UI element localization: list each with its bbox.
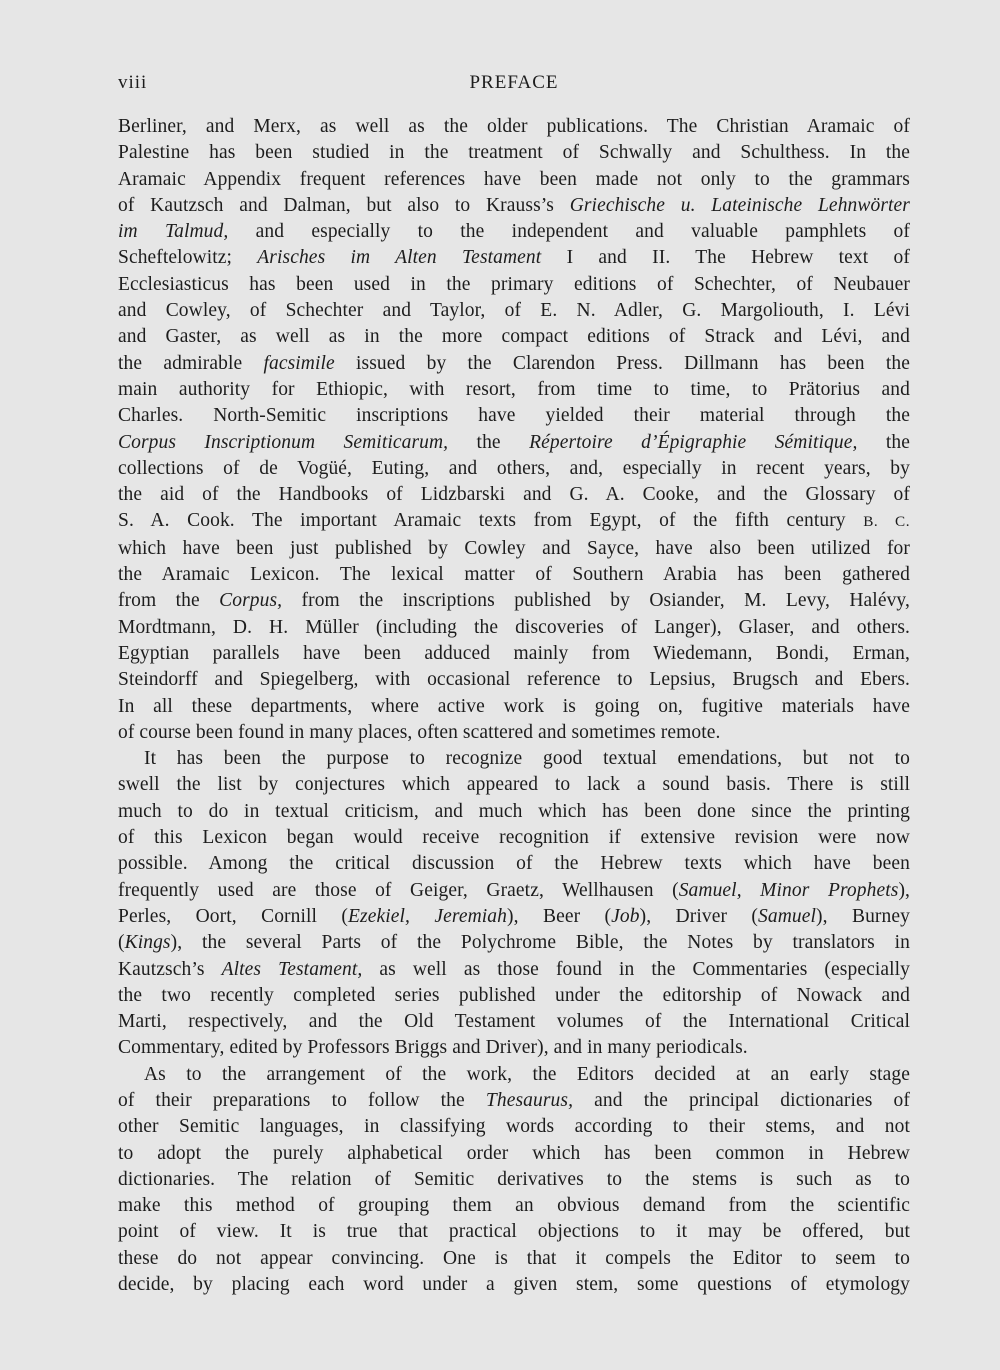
text-line	[118, 904, 910, 930]
text-line	[118, 324, 910, 350]
text-line	[118, 825, 910, 851]
text-line	[118, 245, 910, 271]
text-run: ), Driver (	[639, 905, 759, 927]
text-run: the	[448, 431, 530, 453]
text-run: Ecclesiasticus has been used in the primary editions of Schechter, of Neubauer	[118, 273, 910, 295]
italic-text: Ezekiel, Jeremiah	[348, 905, 508, 927]
text-run: decide, by placing each word under a given stem, some questions of etymology	[118, 1274, 910, 1296]
text-run: frequently used are those of Geiger, Graetz, Wellhausen (	[118, 879, 679, 901]
italic-text: Corpus Inscriptionum Semiticarum,	[118, 431, 449, 453]
italic-text: facsimile	[263, 352, 335, 374]
italic-text: Kings	[124, 932, 171, 954]
text-line	[118, 1141, 910, 1167]
text-line	[118, 772, 910, 798]
text-run: It has been the purpose to recognize good textual emendations, but not to	[144, 748, 910, 770]
text-run: Perles, Oort, Cornill (	[118, 905, 349, 927]
text-run: Berliner, and Merx, as well as the older publications. The Christian Aramaic of	[118, 116, 910, 137]
text-run: Steindorff and Spiegelberg, with occasional reference to Lepsius, Brugsch and Ebers.	[118, 669, 910, 691]
text-run: I and II. The Hebrew text of	[541, 247, 911, 269]
text-line	[118, 588, 910, 614]
text-line	[118, 1167, 910, 1193]
text-run: As to the arrangement of the work, the Editors decided at an early stage	[144, 1063, 910, 1085]
italic-text: im Talmud,	[118, 221, 229, 243]
text-run: swell the list by conjectures which appeared to lack a sound basis. There is still	[118, 774, 910, 796]
italic-text: Arisches im Alten Testament	[257, 247, 542, 269]
text-run: make this method of grouping them an obvious demand from the scientific	[118, 1195, 910, 1217]
text-run: of this Lexicon began would receive recognition if extensive revision were now	[118, 827, 910, 849]
text-run: and Gaster, as well as in the more compact editions of Strack and Lévi, and	[118, 326, 910, 348]
text-run: Charles. North-Semitic inscriptions have yielded their material through the	[118, 405, 910, 427]
italic-text: Altes Testament,	[221, 958, 363, 980]
text-run: the Aramaic Lexicon. The lexical matter of Southern Arabia has been gathered	[118, 564, 910, 586]
text-line	[118, 456, 910, 482]
text-run: from the	[118, 590, 220, 612]
text-line	[118, 219, 910, 245]
text-line	[118, 114, 910, 140]
text-line	[118, 615, 910, 641]
body-text	[118, 114, 910, 1298]
text-line	[118, 298, 910, 324]
text-line	[118, 1114, 910, 1140]
text-line	[118, 272, 910, 298]
text-run: Palestine has been studied in the treatment of Schwally and Schulthess. In the	[118, 142, 910, 164]
text-line	[118, 746, 910, 772]
text-run: ), Beer (	[507, 905, 612, 927]
text-line	[118, 508, 910, 535]
text-line	[118, 403, 910, 429]
text-run: point of view. It is true that practical objections to it may be offered, but	[118, 1221, 910, 1243]
text-line	[118, 641, 910, 667]
text-run: of course been found in many places, often scattered and sometimes remote.	[118, 721, 721, 743]
text-line	[118, 983, 910, 1009]
text-run: ), the several Parts of the Polychrome Bible, the Notes by translators in	[170, 932, 910, 954]
text-line	[118, 562, 910, 588]
text-line	[118, 957, 910, 983]
text-line	[118, 1246, 910, 1272]
text-run: Aramaic Appendix frequent references have been made not only to the grammars	[118, 168, 910, 190]
text-run: Scheftelowitz;	[118, 247, 258, 269]
text-line	[118, 878, 910, 904]
text-line	[118, 193, 910, 219]
running-head	[118, 72, 910, 100]
text-run: ), Burney	[816, 905, 910, 927]
running-title: PREFACE	[469, 72, 559, 93]
paragraph-2	[118, 746, 910, 1062]
page-number: viii	[118, 72, 148, 93]
text-run: Mordtmann, D. H. Müller (including the discoveries of Langer), Glaser, and others.	[118, 616, 910, 638]
text-run: collections of de Vogüé, Euting, and others, and, especially in recent years, by	[118, 457, 910, 479]
text-line	[118, 799, 910, 825]
italic-text: Griechische u. Lateinische Lehnwörter	[569, 194, 910, 216]
text-line	[118, 1193, 910, 1219]
text-line	[118, 1035, 910, 1061]
text-run: Egyptian parallels have been adduced mainly from Wiedemann, Bondi, Erman,	[118, 642, 910, 664]
text-run: the admirable	[118, 352, 264, 374]
text-run: as well as those found in the Commentaries (especially	[362, 958, 910, 980]
text-run: Kautzsch’s	[118, 958, 222, 980]
text-run: main authority for Ethiopic, with resort, from time to time, to Prätorius and	[118, 378, 910, 400]
text-run: of their preparations to follow the	[118, 1089, 486, 1111]
text-run: issued by the Clarendon Press. Dillmann has been the	[334, 352, 910, 374]
text-run: to adopt the purely alphabetical order which has been common in Hebrew	[118, 1142, 910, 1164]
text-run: of Kautzsch and Dalman, but also to Krauss’s	[118, 194, 570, 216]
text-line	[118, 851, 910, 877]
text-line	[118, 720, 910, 746]
text-line	[118, 1272, 910, 1298]
text-run: S. A. Cook. The important Aramaic texts from Egypt, of the fifth century	[118, 510, 864, 532]
text-run: other Semitic languages, in classifying words according to their stems, and not	[118, 1116, 910, 1138]
text-line	[118, 1009, 910, 1035]
text-line	[118, 667, 910, 693]
text-line	[118, 430, 910, 456]
paragraph-3	[118, 1062, 910, 1299]
text-line	[118, 482, 910, 508]
text-line	[118, 536, 910, 562]
text-line	[118, 1062, 910, 1088]
text-line	[118, 140, 910, 166]
text-run: B. C.	[863, 513, 910, 531]
italic-text: Samuel, Minor Prophets	[678, 879, 899, 901]
italic-text: Corpus,	[219, 590, 283, 612]
text-run: In all these departments, where active work is going on, fugitive materials have	[118, 695, 910, 717]
text-run: Commentary, edited by Professors Briggs and Driver), and in many periodicals.	[118, 1037, 748, 1059]
text-run: possible. Among the critical discussion of the Hebrew texts which have been	[118, 853, 910, 875]
text-run: from the inscriptions published by Osiander, M. Levy, Halévy,	[282, 590, 910, 612]
text-run: and the principal dictionaries of	[573, 1089, 910, 1111]
text-run: Marti, respectively, and the Old Testament volumes of the International Critical	[118, 1011, 910, 1033]
italic-text: Thesaurus,	[485, 1089, 574, 1111]
text-run: ),	[898, 879, 911, 901]
text-line	[118, 1219, 910, 1245]
text-line	[118, 930, 910, 956]
text-line	[118, 1088, 910, 1114]
text-line	[118, 351, 910, 377]
paragraph-1	[118, 114, 910, 746]
italic-text: Répertoire d’Épigraphie Sémitique,	[529, 431, 858, 453]
text-run: dictionaries. The relation of Semitic derivatives to the stems is such as to	[118, 1168, 910, 1190]
text-run: the	[857, 431, 910, 453]
italic-text: Samuel	[758, 905, 817, 927]
text-line	[118, 167, 910, 193]
text-line	[118, 694, 910, 720]
text-run: much to do in textual criticism, and much which has been done since the printing	[118, 800, 910, 822]
text-run: and especially to the independent and valuable pamphlets of	[228, 221, 911, 243]
text-line	[118, 377, 910, 403]
text-run: (	[118, 932, 125, 954]
text-run: and Cowley, of Schechter and Taylor, of E. N. Adler, G. Margoliouth, I. Lévi	[118, 300, 910, 322]
italic-text: Job	[611, 905, 640, 927]
text-run: the two recently completed series published under the editorship of Nowack and	[118, 984, 910, 1006]
text-run: the aid of the Handbooks of Lidzbarski and G. A. Cooke, and the Glossary of	[118, 484, 910, 506]
text-run: which have been just published by Cowley and Sayce, have also been utilized for	[118, 537, 910, 559]
text-run: these do not appear convincing. One is that it compels the Editor to seem to	[118, 1247, 910, 1269]
